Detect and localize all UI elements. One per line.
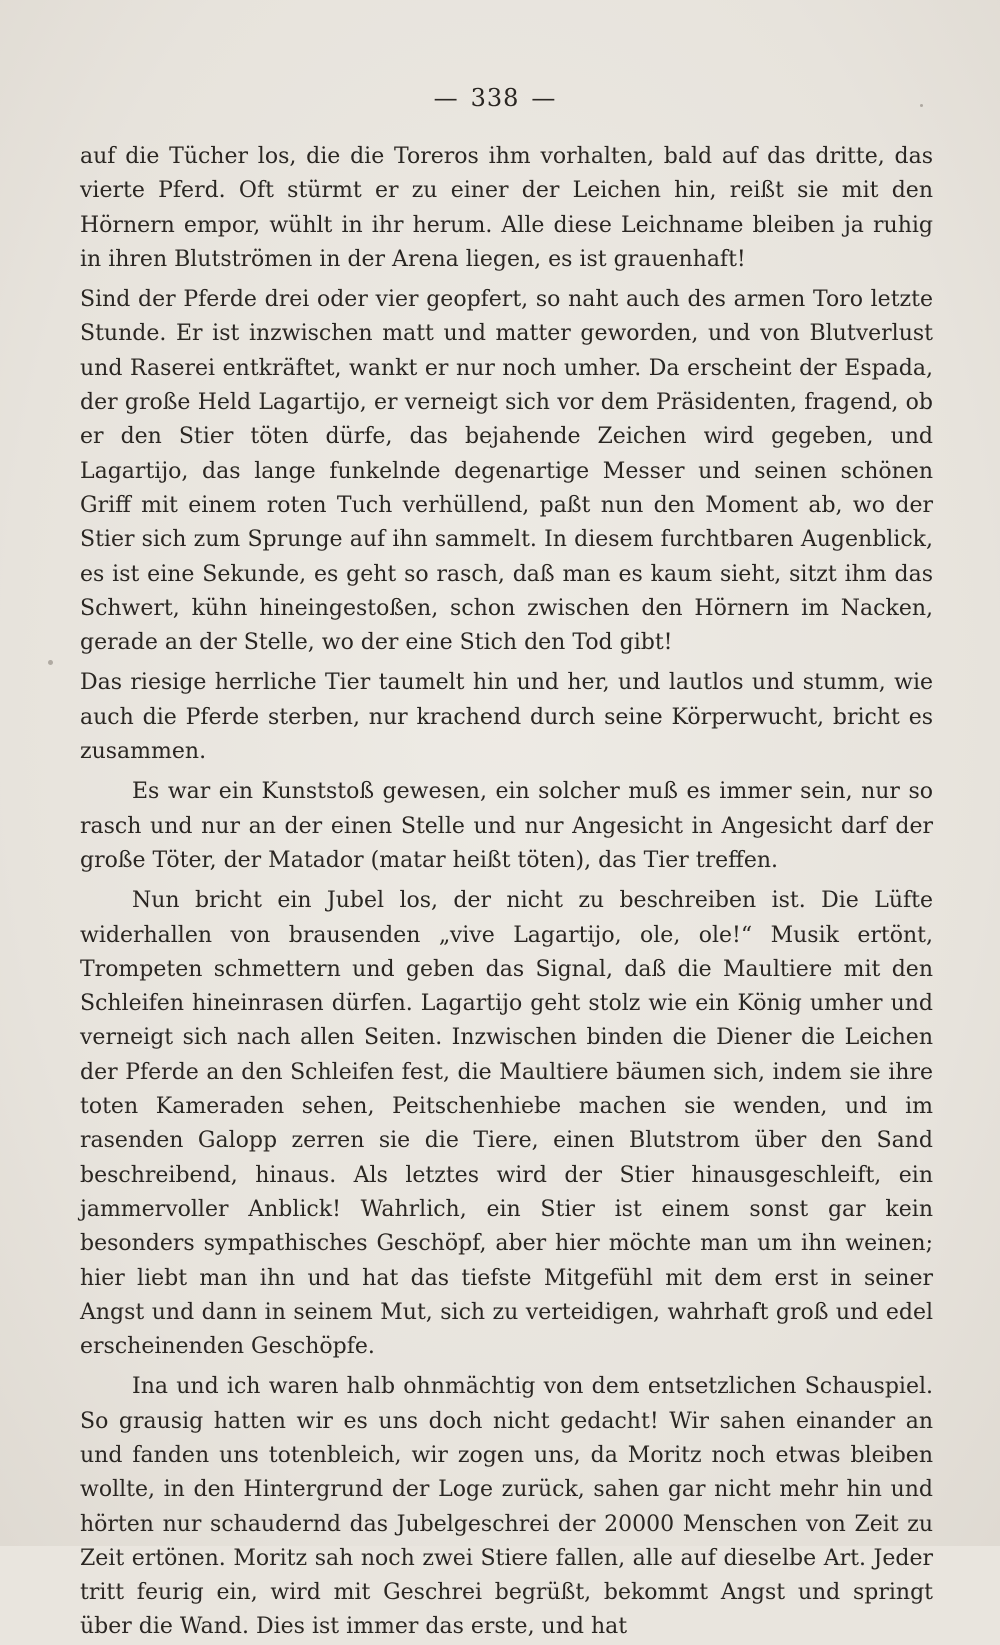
header-dash-right: —: [531, 84, 557, 112]
page-number: 338: [470, 84, 520, 112]
page-body: [80, 140, 933, 1645]
paragraph: Sind der Pferde drei oder vier geopfert, so naht auch des armen Toro letzte Stunde. Er ist inzwischen matt und matter geworden, und von Blutverlust und Raserei entkräftet, wankt er nur noch umher. Da erscheint der Espada, der große Held Lagartijo, er verneigt sich vor dem Präsidenten, fragend, ob er den Stier töten dürfe, das bejahende Zeichen wird gegeben, und Lagartijo, das lange funkelnde degenartige Messer und seinen schönen Griff mit einem roten Tuch verhüllend, paßt nun den Moment ab, wo der Stier sich zum Sprunge auf ihn sammelt. In diesem furchtbaren Augenblick, es ist eine Sekunde, es geht so rasch, daß man es kaum sieht, sitzt ihm das Schwert, kühn hineingestoßen, schon zwischen den Hörnern im Nacken, gerade an der Stelle, wo der eine Stich den Tod gibt!: [80, 287, 933, 656]
paper-speck: [920, 104, 923, 107]
paragraph: Das riesige herrliche Tier taumelt hin und her, und lautlos und stumm, wie auch die Pferde sterben, nur krachend durch seine Körperwucht, bricht es zusammen.: [80, 670, 933, 765]
paragraph: Ina und ich waren halb ohnmächtig von dem entsetzlichen Schauspiel. So grausig hatten wir es uns doch nicht gedacht! Wir sahen einander an und fanden uns totenbleich, wir zogen uns, da Moritz noch etwas bleiben wollte, in den Hintergrund der Loge zurück, sahen gar nicht mehr hin und hörten nur schaudernd das Jubelgeschrei der 20000 Menschen von Zeit zu Zeit ertönen. Moritz sah noch zwei Stiere fallen, alle auf dieselbe Art. Jeder tritt feurig ein, wird mit Geschrei begrüßt, bekommt Angst und springt über die Wand. Dies ist immer das erste, und hat: [80, 1374, 933, 1640]
paragraph: Nun bricht ein Jubel los, der nicht zu beschreiben ist. Die Lüfte widerhallen von brausenden „vive Lagartijo, ole, ole!“ Musik ertönt, Trompeten schmettern und geben das Signal, daß die Maultiere mit den Schleifen hineinrasen dürfen. Lagartijo geht stolz wie ein König umher und verneigt sich nach allen Seiten. Inzwischen binden die Diener die Leichen der Pferde an den Schleifen fest, die Maultiere bäumen sich, indem sie ihre toten Kameraden sehen, Peitschenhiebe machen sie wenden, und im rasenden Galopp zerren sie die Tiere, einen Blutstrom über den Sand beschreibend, hinaus. Als letztes wird der Stier hinausgeschleift, ein jammervoller Anblick! Wahrlich, ein Stier ist einem sonst gar kein besonders sympathisches Geschöpf, aber hier möchte man um ihn weinen; hier liebt man ihn und hat das tiefste Mitgefühl mit dem erst in seiner Angst und dann in seinem Mut, sich zu verteidigen, wahrhaft groß und edel erscheinenden Geschöpfe.: [80, 888, 933, 1360]
header-dash-left: —: [433, 84, 459, 112]
page-header: [0, 84, 995, 112]
paper-speck: [48, 660, 53, 665]
paragraph: auf die Tücher los, die die Toreros ihm vorhalten, bald auf das dritte, das vierte Pferd. Oft stürmt er zu einer der Leichen hin, reißt sie mit den Hörnern empor, wühlt in ihr herum. Alle diese Leichname bleiben ja ruhig in ihren Blutströmen in der Arena liegen, es ist grauenhaft!: [80, 144, 933, 272]
paragraph: Es war ein Kunststoß gewesen, ein solcher muß es immer sein, nur so rasch und nur an der einen Stelle und nur Angesicht in Angesicht darf der große Töter, der Matador (matar heißt töten), das Tier treffen.: [80, 779, 933, 873]
